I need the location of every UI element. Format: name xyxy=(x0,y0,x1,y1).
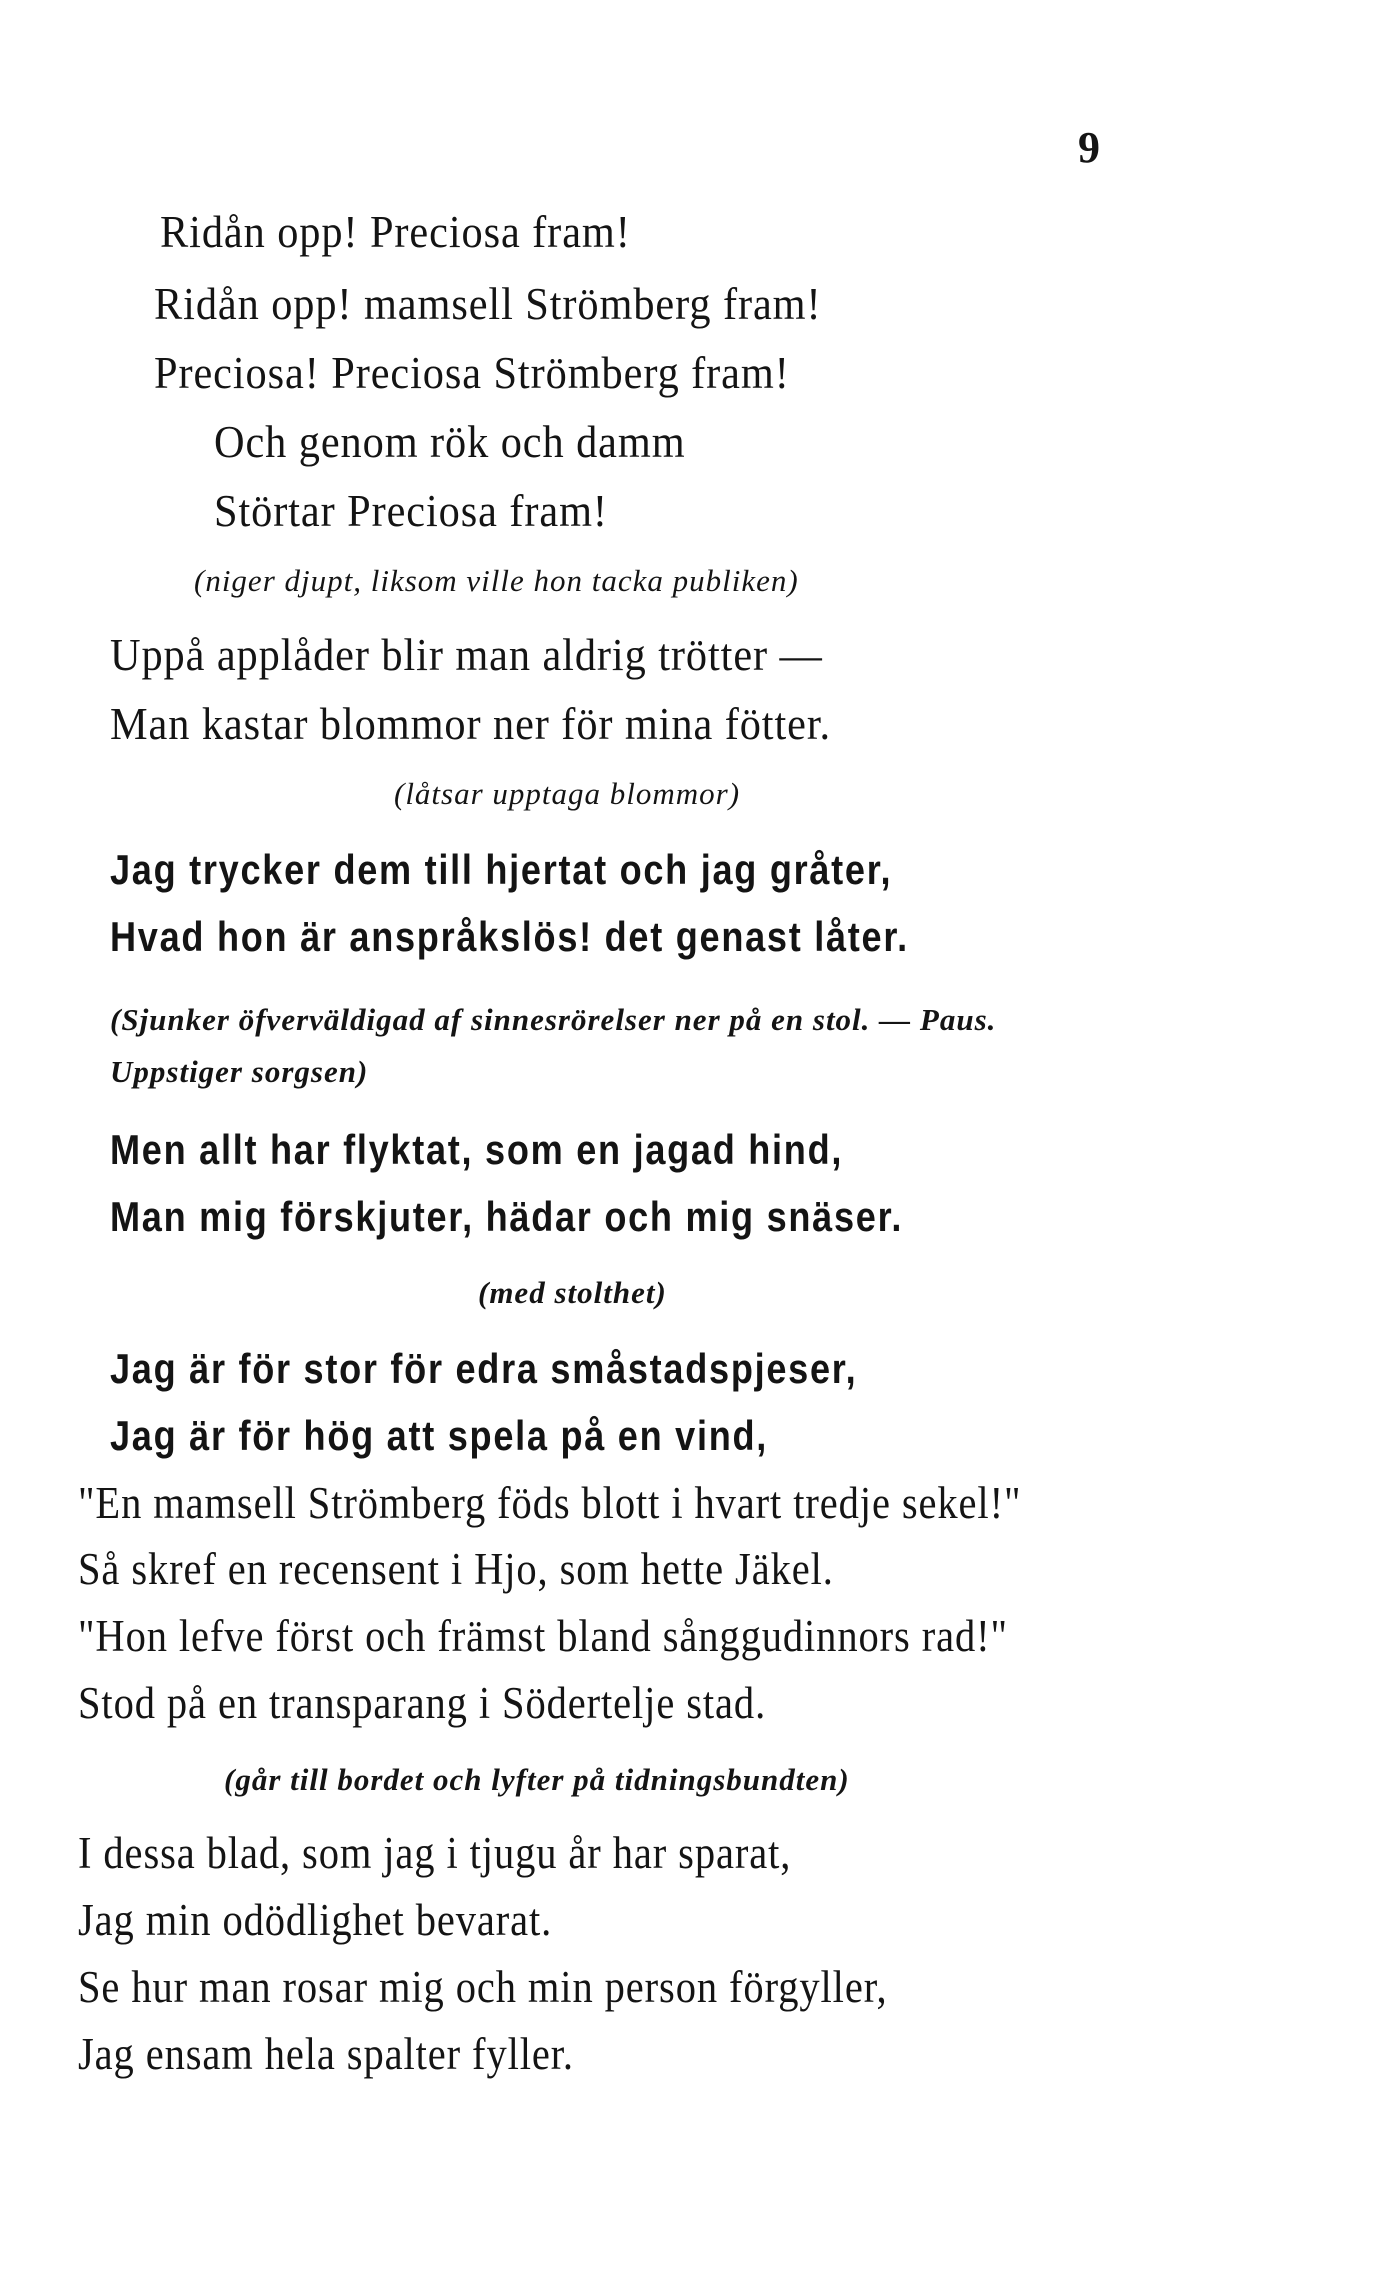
verse-line: Jag är för stor för edra småstadspjeser, xyxy=(110,1345,858,1392)
verse-line: Stod på en transparang i Södertelje stad. xyxy=(78,1678,767,1728)
verse-line: "En mamsell Strömberg föds blott i hvart tredje sekel!" xyxy=(78,1478,1022,1528)
verse-line: Men allt har flyktat, som en jagad hind, xyxy=(110,1126,844,1173)
stage-direction: (går till bordet och lyfter på tidningsbundten) xyxy=(224,1762,850,1797)
stage-direction: (med stolthet) xyxy=(478,1275,667,1310)
verse-line: Se hur man rosar mig och min person förgyller, xyxy=(78,1962,888,2012)
stage-direction: (Sjunker öfverväldigad af sinnesrörelser ner på en stol. — Paus. xyxy=(110,1002,997,1037)
verse-line: Jag trycker dem till hjertat och jag gråter, xyxy=(110,846,893,893)
verse-line: I dessa blad, som jag i tjugu år har sparat, xyxy=(78,1828,792,1878)
verse-line: Ridån opp! Preciosa fram! xyxy=(160,206,631,257)
stage-direction: Uppstiger sorgsen) xyxy=(110,1054,369,1089)
stage-direction: (niger djupt, liksom ville hon tacka publiken) xyxy=(194,563,799,598)
verse-line: Jag är för hög att spela på en vind, xyxy=(110,1412,769,1459)
verse-line: Jag min odödlighet bevarat. xyxy=(78,1895,553,1945)
verse-line: "Hon lefve först och främst bland sånggudinnors rad!" xyxy=(78,1611,1008,1661)
verse-line: Hvad hon är anspråkslös! det genast låter. xyxy=(110,913,909,960)
page-number: 9 xyxy=(1078,123,1100,172)
verse-line: Ridån opp! mamsell Strömberg fram! xyxy=(154,278,822,329)
verse-line: Störtar Preciosa fram! xyxy=(214,485,608,536)
verse-line: Preciosa! Preciosa Strömberg fram! xyxy=(154,347,790,398)
verse-line: Jag ensam hela spalter fyller. xyxy=(78,2029,574,2079)
verse-line: Och genom rök och damm xyxy=(214,416,686,467)
verse-line: Man mig förskjuter, hädar och mig snäser. xyxy=(110,1193,904,1240)
verse-line: Man kastar blommor ner för mina fötter. xyxy=(110,698,832,749)
verse-line: Så skref en recensent i Hjo, som hette Jäkel. xyxy=(78,1544,834,1594)
verse-line: Uppå applåder blir man aldrig trötter — xyxy=(110,629,823,680)
stage-direction: (låtsar upptaga blommor) xyxy=(394,776,741,811)
